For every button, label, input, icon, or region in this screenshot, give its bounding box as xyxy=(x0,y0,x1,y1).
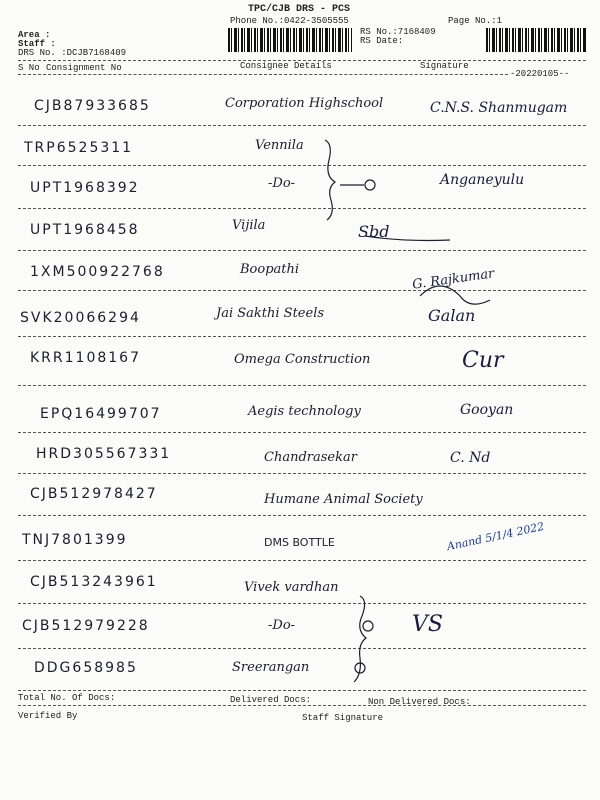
document-title: TPC/CJB DRS - PCS xyxy=(248,4,351,15)
rs-number: RS No.:7168409 xyxy=(360,27,436,37)
consignee-name: Humane Animal Society xyxy=(264,492,423,507)
signature: Galan xyxy=(428,306,476,325)
consignee-name: Jai Sakthi Steels xyxy=(216,306,325,321)
consignment-code: KRR1108167 xyxy=(30,350,141,366)
brace-mark xyxy=(325,140,335,220)
consignment-code: DDG658985 xyxy=(34,660,138,676)
signature: Cur xyxy=(462,348,504,373)
verified-by-label: Verified By xyxy=(18,711,78,721)
area-label: Area : xyxy=(18,30,51,40)
consignment-code: SVK20066294 xyxy=(20,310,141,326)
phone-number: Phone No.:0422-3505555 xyxy=(230,16,349,26)
consignment-code: EPQ16499707 xyxy=(40,406,162,422)
page-number: Page No.:1 xyxy=(448,16,503,26)
footer-divider xyxy=(18,690,586,691)
consignee-name: -Do- xyxy=(268,618,296,633)
consignee-name: Corporation Highschool xyxy=(225,96,384,111)
consignee-name: Vivek vardhan xyxy=(244,580,339,595)
consignee-name: -Do- xyxy=(268,176,296,191)
column-signature: Signature xyxy=(420,61,469,71)
consignee-name: Aegis technology xyxy=(248,404,361,419)
consignment-code: CJB512979228 xyxy=(22,618,150,634)
consignee-name: Vennila xyxy=(255,138,304,153)
rs-date: RS Date: xyxy=(360,36,404,46)
circle-mark xyxy=(365,180,375,190)
consignment-code: CJB512978427 xyxy=(30,486,158,502)
signature: G. Rajkumar xyxy=(411,266,496,293)
consignee-name: Chandrasekar xyxy=(264,450,357,465)
column-sno: S No xyxy=(18,63,40,73)
signature-flourish xyxy=(420,286,490,304)
non-delivered-docs-label: Non Delivered Docs: xyxy=(368,697,471,707)
consignee-name: Omega Construction xyxy=(234,352,371,367)
circle-mark xyxy=(363,621,373,631)
staff-label: Staff : xyxy=(18,39,56,49)
column-consignment: Consignment No xyxy=(46,63,122,73)
consignment-code: UPT1968392 xyxy=(30,180,140,196)
signature: Anganeyulu xyxy=(440,172,525,188)
signature: C. Nd xyxy=(450,450,491,466)
consignment-code: TNJ7801399 xyxy=(22,532,128,548)
consignee-name: Vijila xyxy=(232,218,266,233)
signature: Anand 5/1/4 2022 xyxy=(445,519,546,554)
column-consignee: Consignee Details xyxy=(240,61,332,71)
total-docs-label: Total No. Of Docs: xyxy=(18,693,116,703)
signature: C.N.S. Shanmugam xyxy=(430,100,568,116)
signature: VS xyxy=(412,612,443,637)
consignment-code: 1XM500922768 xyxy=(30,264,165,280)
drs-number: DRS No. :DCJB7168409 xyxy=(18,48,127,58)
delivered-docs-label: Delivered Docs: xyxy=(230,695,312,705)
consignee-name: Boopathi xyxy=(240,262,300,277)
consignment-code: TRP6525311 xyxy=(24,140,134,156)
staff-signature-label: Staff Signature xyxy=(302,713,384,723)
signature: Sbd xyxy=(358,222,390,241)
consignment-code: CJB87933685 xyxy=(34,98,151,114)
footer-divider-lower xyxy=(18,705,586,706)
consignee-name: DMS BOTTLE xyxy=(264,536,335,549)
underline-mark xyxy=(365,236,450,241)
consignment-code: CJB513243961 xyxy=(30,574,158,590)
brace-mark xyxy=(354,596,366,682)
column-date: -20220105-- xyxy=(510,69,570,79)
consignment-code: UPT1968458 xyxy=(30,222,140,238)
consignee-name: Sreerangan xyxy=(232,660,310,675)
consignment-code: HRD305567331 xyxy=(36,446,172,462)
signature: Gooyan xyxy=(460,402,514,418)
